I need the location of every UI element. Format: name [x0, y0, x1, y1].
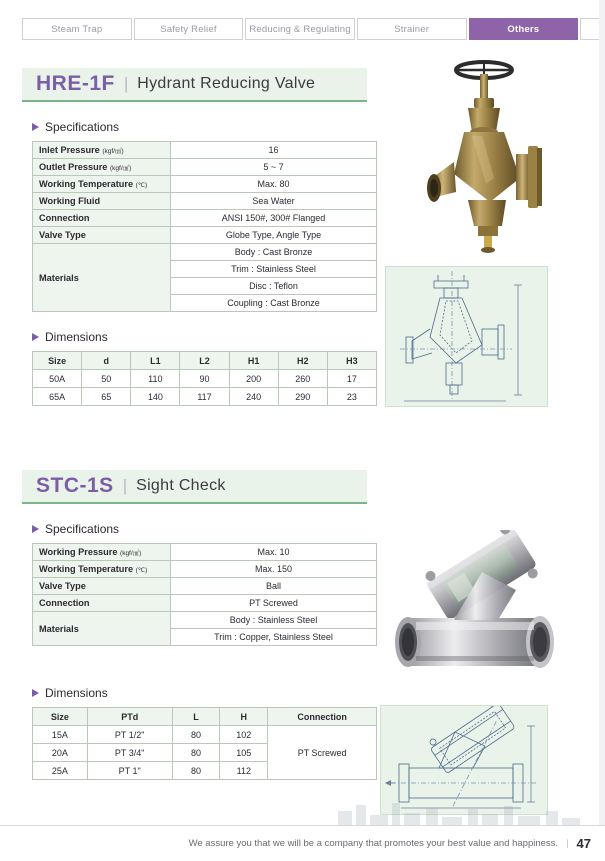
- page-number: 47: [576, 836, 591, 851]
- dim-cell: 50A: [33, 370, 82, 388]
- dim-cell: 80: [172, 744, 220, 762]
- tab-safety-relief[interactable]: [134, 18, 244, 40]
- material-value: Disc : Teflon: [171, 278, 377, 295]
- spec-value: Globe Type, Angle Type: [171, 227, 377, 244]
- spec-label-text: Valve Type: [39, 230, 86, 240]
- dim-header: H2: [278, 352, 327, 370]
- dim-header: L1: [131, 352, 180, 370]
- drawing-svg: [386, 267, 549, 408]
- spec-label: [33, 227, 171, 244]
- specifications-table-2: [32, 543, 377, 646]
- spec-unit: (kgf/㎠): [102, 148, 124, 155]
- material-value: Trim : Copper, Stainless Steel: [171, 629, 377, 646]
- table-row: [33, 370, 377, 388]
- dim-cell: 23: [327, 388, 376, 406]
- material-value: Body : Cast Bronze: [171, 244, 377, 261]
- dim-cell: 102: [220, 726, 268, 744]
- tab-others[interactable]: [469, 18, 579, 40]
- table-row: [33, 227, 377, 244]
- dim-header: L: [172, 708, 220, 726]
- spec-label-text: Working Fluid: [39, 196, 101, 206]
- dim-header: d: [82, 352, 131, 370]
- table-row: [33, 561, 377, 578]
- tab-label: Steam Trap: [51, 23, 103, 35]
- spec-label-text: Working Pressure: [39, 547, 118, 557]
- spec-label-text: Working Temperature: [39, 564, 134, 574]
- dim-cell: 15A: [33, 726, 88, 744]
- section-label: Dimensions: [45, 330, 108, 344]
- dim-cell: 65A: [33, 388, 82, 406]
- section-label: Specifications: [45, 120, 120, 134]
- dim-cell: 20A: [33, 744, 88, 762]
- spec-unit: (℃): [135, 182, 148, 189]
- spec-label: [33, 595, 171, 612]
- spec-label-text: Connection: [39, 598, 90, 608]
- table-row: [33, 388, 377, 406]
- spec-label: [33, 193, 171, 210]
- table-header-row: [33, 352, 377, 370]
- skyline-watermark-icon: [330, 799, 590, 825]
- dim-header: H3: [327, 352, 376, 370]
- table-row: [33, 142, 377, 159]
- table-row: [33, 193, 377, 210]
- dim-cell: 80: [172, 762, 220, 780]
- table-row: [33, 595, 377, 612]
- tab-label: Others: [507, 23, 540, 35]
- dim-cell: PT 1/2": [87, 726, 172, 744]
- product-title-bar: [22, 68, 367, 102]
- materials-label: Materials: [33, 244, 171, 312]
- triangle-bullet-icon: [32, 333, 39, 341]
- dim-header: L2: [180, 352, 229, 370]
- table-row: [33, 176, 377, 193]
- dim-cell: 240: [229, 388, 278, 406]
- dim-cell: 105: [220, 744, 268, 762]
- spec-value: ANSI 150#, 300# Flanged: [171, 210, 377, 227]
- table-row: [33, 244, 377, 261]
- triangle-bullet-icon: [32, 123, 39, 131]
- dimensions-table-2: [32, 707, 377, 780]
- spec-unit: (kgf/㎠): [120, 550, 142, 557]
- spec-value: Sea Water: [171, 193, 377, 210]
- spec-label: [33, 176, 171, 193]
- spec-value: 16: [171, 142, 377, 159]
- spec-label: [33, 210, 171, 227]
- dim-cell: 65: [82, 388, 131, 406]
- spec-label: [33, 544, 171, 561]
- tab-label: Reducing & Regulating: [249, 23, 351, 35]
- table-row: [33, 578, 377, 595]
- spec-unit: (℃): [135, 567, 148, 574]
- dim-header: Connection: [268, 708, 377, 726]
- spec-value: 5 ~ 7: [171, 159, 377, 176]
- table-row: [33, 159, 377, 176]
- dim-header: PTd: [87, 708, 172, 726]
- dim-cell: 117: [180, 388, 229, 406]
- dim-cell: 140: [131, 388, 180, 406]
- spec-label: [33, 578, 171, 595]
- spec-label: [33, 561, 171, 578]
- spec-label-text: Outlet Pressure: [39, 162, 108, 172]
- dim-header: Size: [33, 708, 88, 726]
- title-separator: |: [122, 476, 128, 495]
- spec-label: [33, 142, 171, 159]
- material-value: Coupling : Cast Bronze: [171, 295, 377, 312]
- table-row: [33, 210, 377, 227]
- section-label: Specifications: [45, 522, 120, 536]
- dim-cell: 17: [327, 370, 376, 388]
- material-value: Body : Stainless Steel: [171, 612, 377, 629]
- product-name: Hydrant Reducing Valve: [137, 75, 316, 92]
- spec-value: Ball: [171, 578, 377, 595]
- spec-value: Max. 80: [171, 176, 377, 193]
- dim-cell: 80: [172, 726, 220, 744]
- spec-label-text: Valve Type: [39, 581, 86, 591]
- triangle-bullet-icon: [32, 525, 39, 533]
- spec-value: Max. 10: [171, 544, 377, 561]
- product-photo-stc-1s: [390, 530, 575, 690]
- table-row: [33, 726, 377, 744]
- footer-separator: |: [566, 838, 569, 849]
- dim-header: Size: [33, 352, 82, 370]
- dim-header: H: [220, 708, 268, 726]
- dim-cell: 90: [180, 370, 229, 388]
- category-tabbar: [22, 18, 605, 40]
- spec-unit: (kgf/㎠): [109, 165, 132, 172]
- spec-label-text: Inlet Pressure: [39, 145, 100, 155]
- dim-cell: 112: [220, 762, 268, 780]
- product-model: HRE-1F: [36, 72, 115, 95]
- technical-drawing-hre-1f: [385, 266, 548, 407]
- product-model: STC-1S: [36, 474, 114, 497]
- table-row: [33, 612, 377, 629]
- spec-label: [33, 159, 171, 176]
- dim-cell: 25A: [33, 762, 88, 780]
- dim-cell: 50: [82, 370, 131, 388]
- dim-cell: 260: [278, 370, 327, 388]
- spec-label-text: Connection: [39, 213, 90, 223]
- tab-label: Safety Relief: [160, 23, 217, 35]
- spec-value: PT Screwed: [171, 595, 377, 612]
- dim-cell: 290: [278, 388, 327, 406]
- spec-value: Max. 150: [171, 561, 377, 578]
- dim-cell: 200: [229, 370, 278, 388]
- material-value: Trim : Stainless Steel: [171, 261, 377, 278]
- table-row: [33, 544, 377, 561]
- tab-strainer[interactable]: [357, 18, 467, 40]
- dimensions-table-1: [32, 351, 377, 406]
- dim-connection-cell: PT Screwed: [268, 726, 377, 780]
- product-name: Sight Check: [136, 477, 226, 494]
- page-edge-strip: [599, 0, 605, 825]
- dim-cell: PT 3/4": [87, 744, 172, 762]
- footer-tagline: We assure you that we will be a company that promotes your best value and happiness.: [188, 838, 559, 849]
- materials-label: Materials: [33, 612, 171, 646]
- section-label: Dimensions: [45, 686, 108, 700]
- page-footer: [0, 825, 605, 861]
- dim-header: H1: [229, 352, 278, 370]
- dim-cell: 110: [131, 370, 180, 388]
- title-separator: |: [123, 74, 129, 93]
- tab-reducing-regulating[interactable]: [245, 18, 355, 40]
- specifications-table-1: [32, 141, 377, 312]
- product-photo-hre-1f: [398, 50, 573, 260]
- dim-cell: PT 1": [87, 762, 172, 780]
- tab-label: Strainer: [394, 23, 430, 35]
- spec-label-text: Working Temperature: [39, 179, 134, 189]
- tab-steam-trap[interactable]: [22, 18, 132, 40]
- product-title-bar: [22, 470, 367, 504]
- table-header-row: [33, 708, 377, 726]
- triangle-bullet-icon: [32, 689, 39, 697]
